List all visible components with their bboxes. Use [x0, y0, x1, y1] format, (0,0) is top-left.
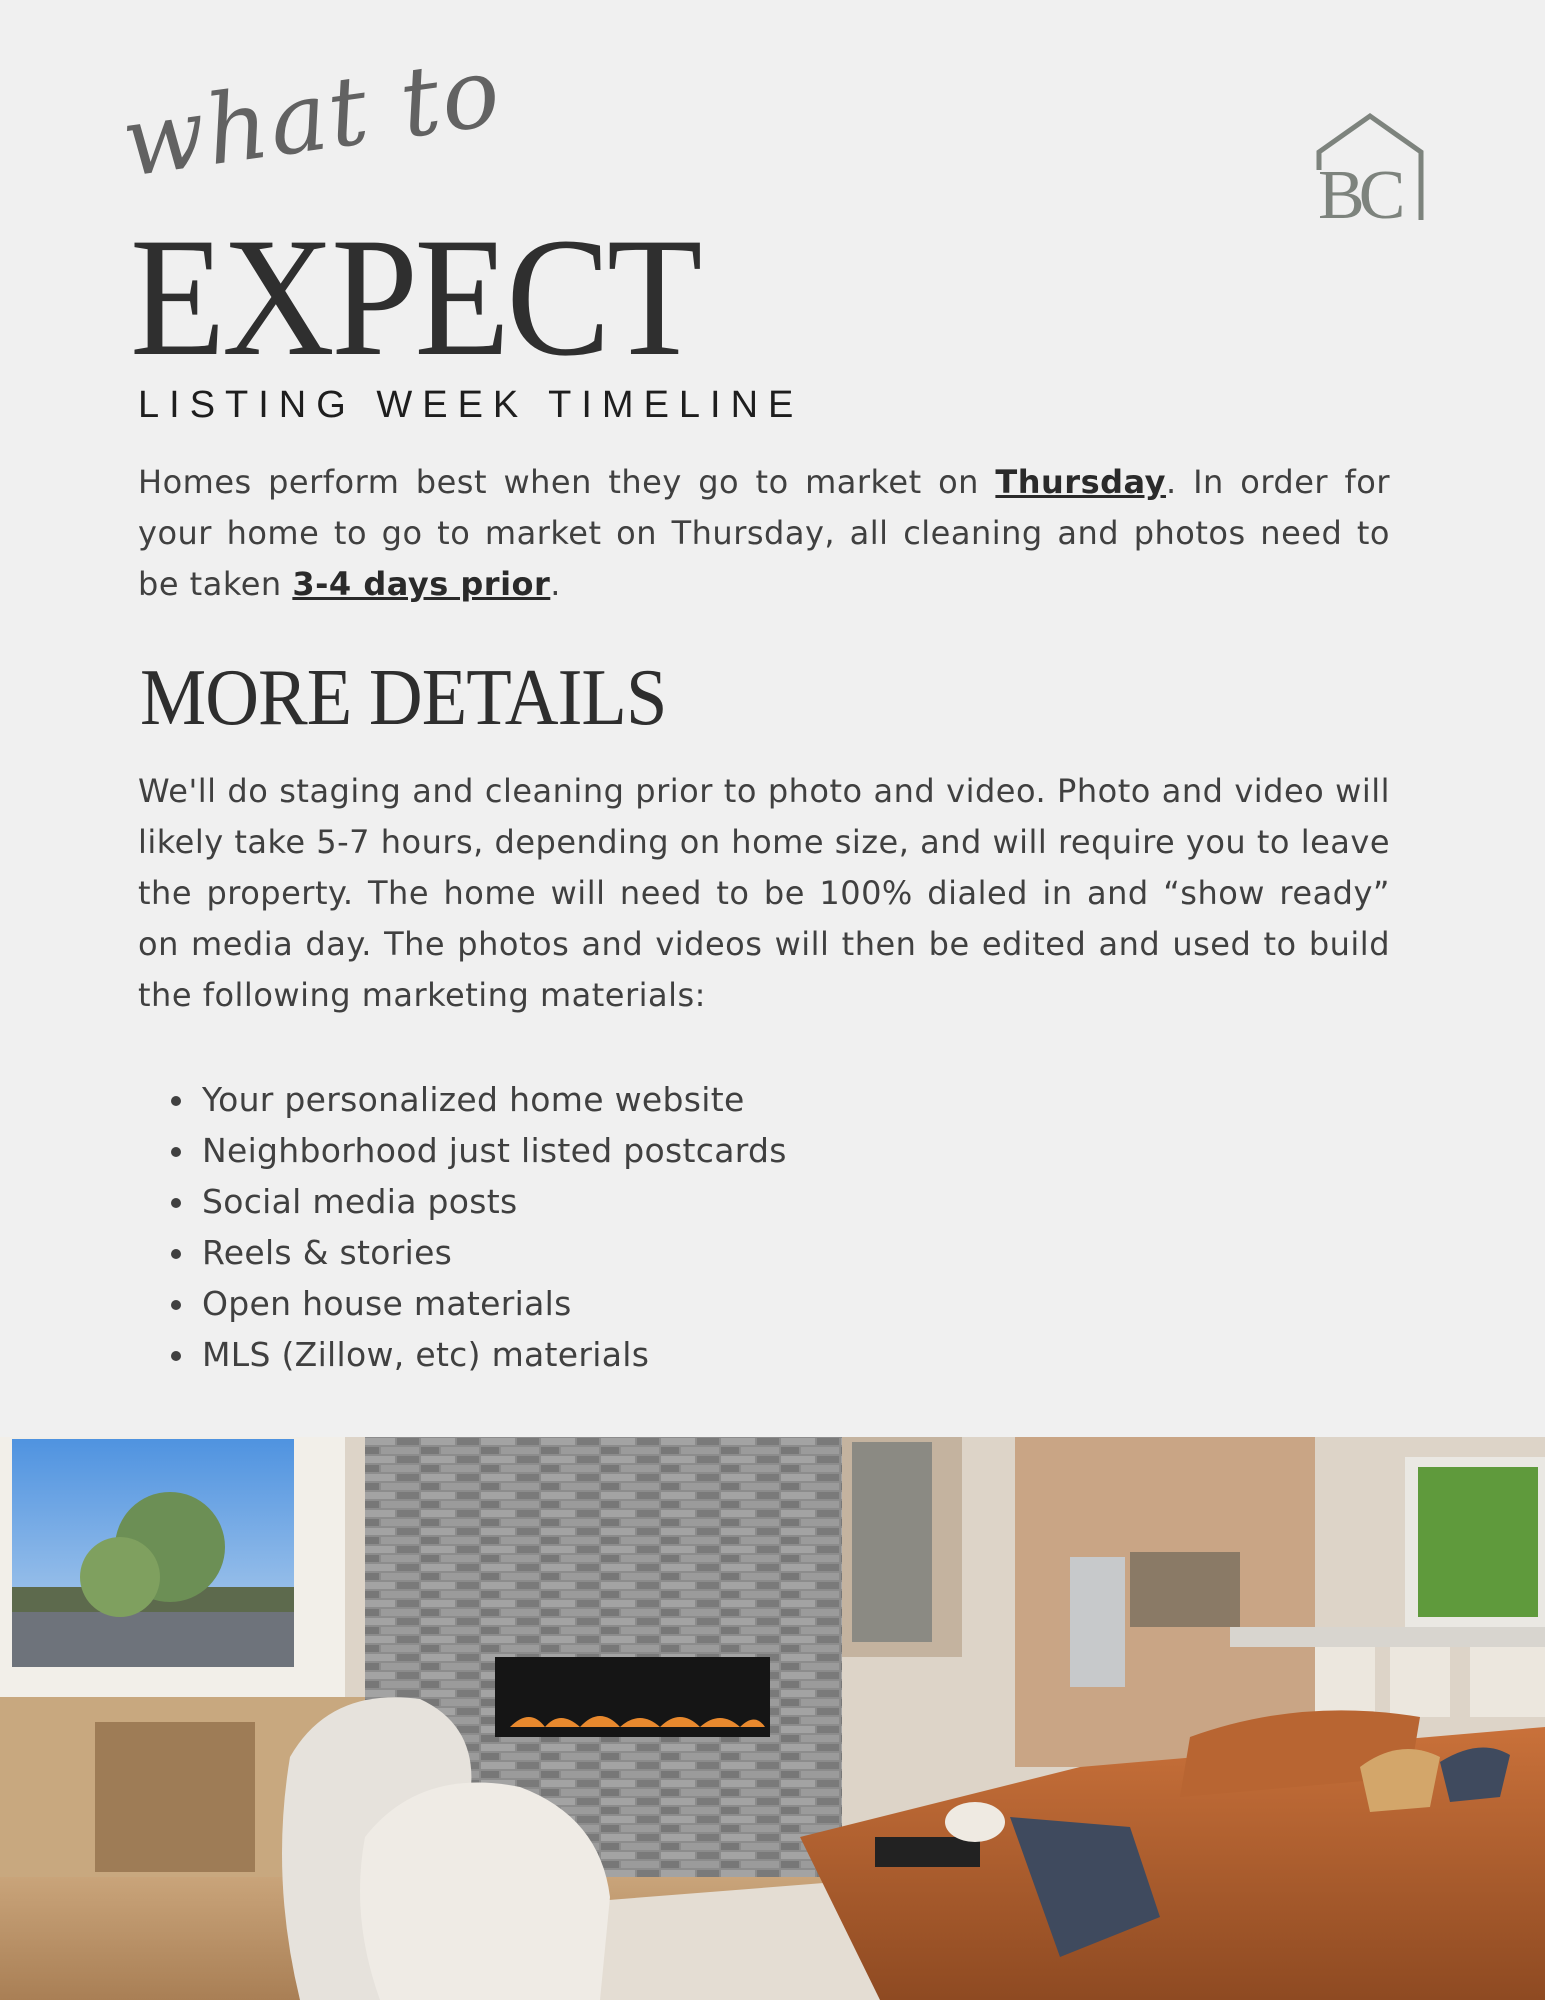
logo-text: BC [1318, 157, 1400, 224]
main-title: EXPECT [130, 203, 699, 391]
intro-paragraph: Homes perform best when they go to market on Thursday. In order for your home to go to market on Thursday, all cleaning and photos need to be taken 3-4 days prior. [138, 463, 1391, 603]
list-item: • Your personalized home website [198, 1074, 787, 1125]
more-details-heading: MORE DETAILS [140, 654, 667, 742]
house-logo-icon [1316, 112, 1424, 224]
list-item: • Neighborhood just listed postcards [198, 1125, 787, 1176]
list-item: • Social media posts [198, 1176, 787, 1227]
living-room-photo [0, 1437, 1545, 2000]
marketing-materials-list [160, 1074, 787, 1380]
list-item: • Reels & stories [198, 1227, 787, 1278]
script-title: what to [115, 35, 509, 199]
list-item: • Open house materials [198, 1278, 787, 1329]
details-paragraph: We'll do staging and cleaning prior to photo and video. Photo and video will likely take 5-7 hours, depending on home size, and will require you to leave the property. The home will need to be 100% dialed in and “show ready” on media day. The photos and videos will then be edited and used to build the following marketing materials: [138, 772, 1390, 1014]
list-item: • MLS (Zillow, etc) materials [198, 1329, 787, 1380]
subtitle: LISTING WEEK TIMELINE [138, 384, 804, 426]
thursday-emphasis: Thursday [995, 463, 1166, 501]
days-prior-emphasis: 3-4 days prior [292, 565, 551, 603]
